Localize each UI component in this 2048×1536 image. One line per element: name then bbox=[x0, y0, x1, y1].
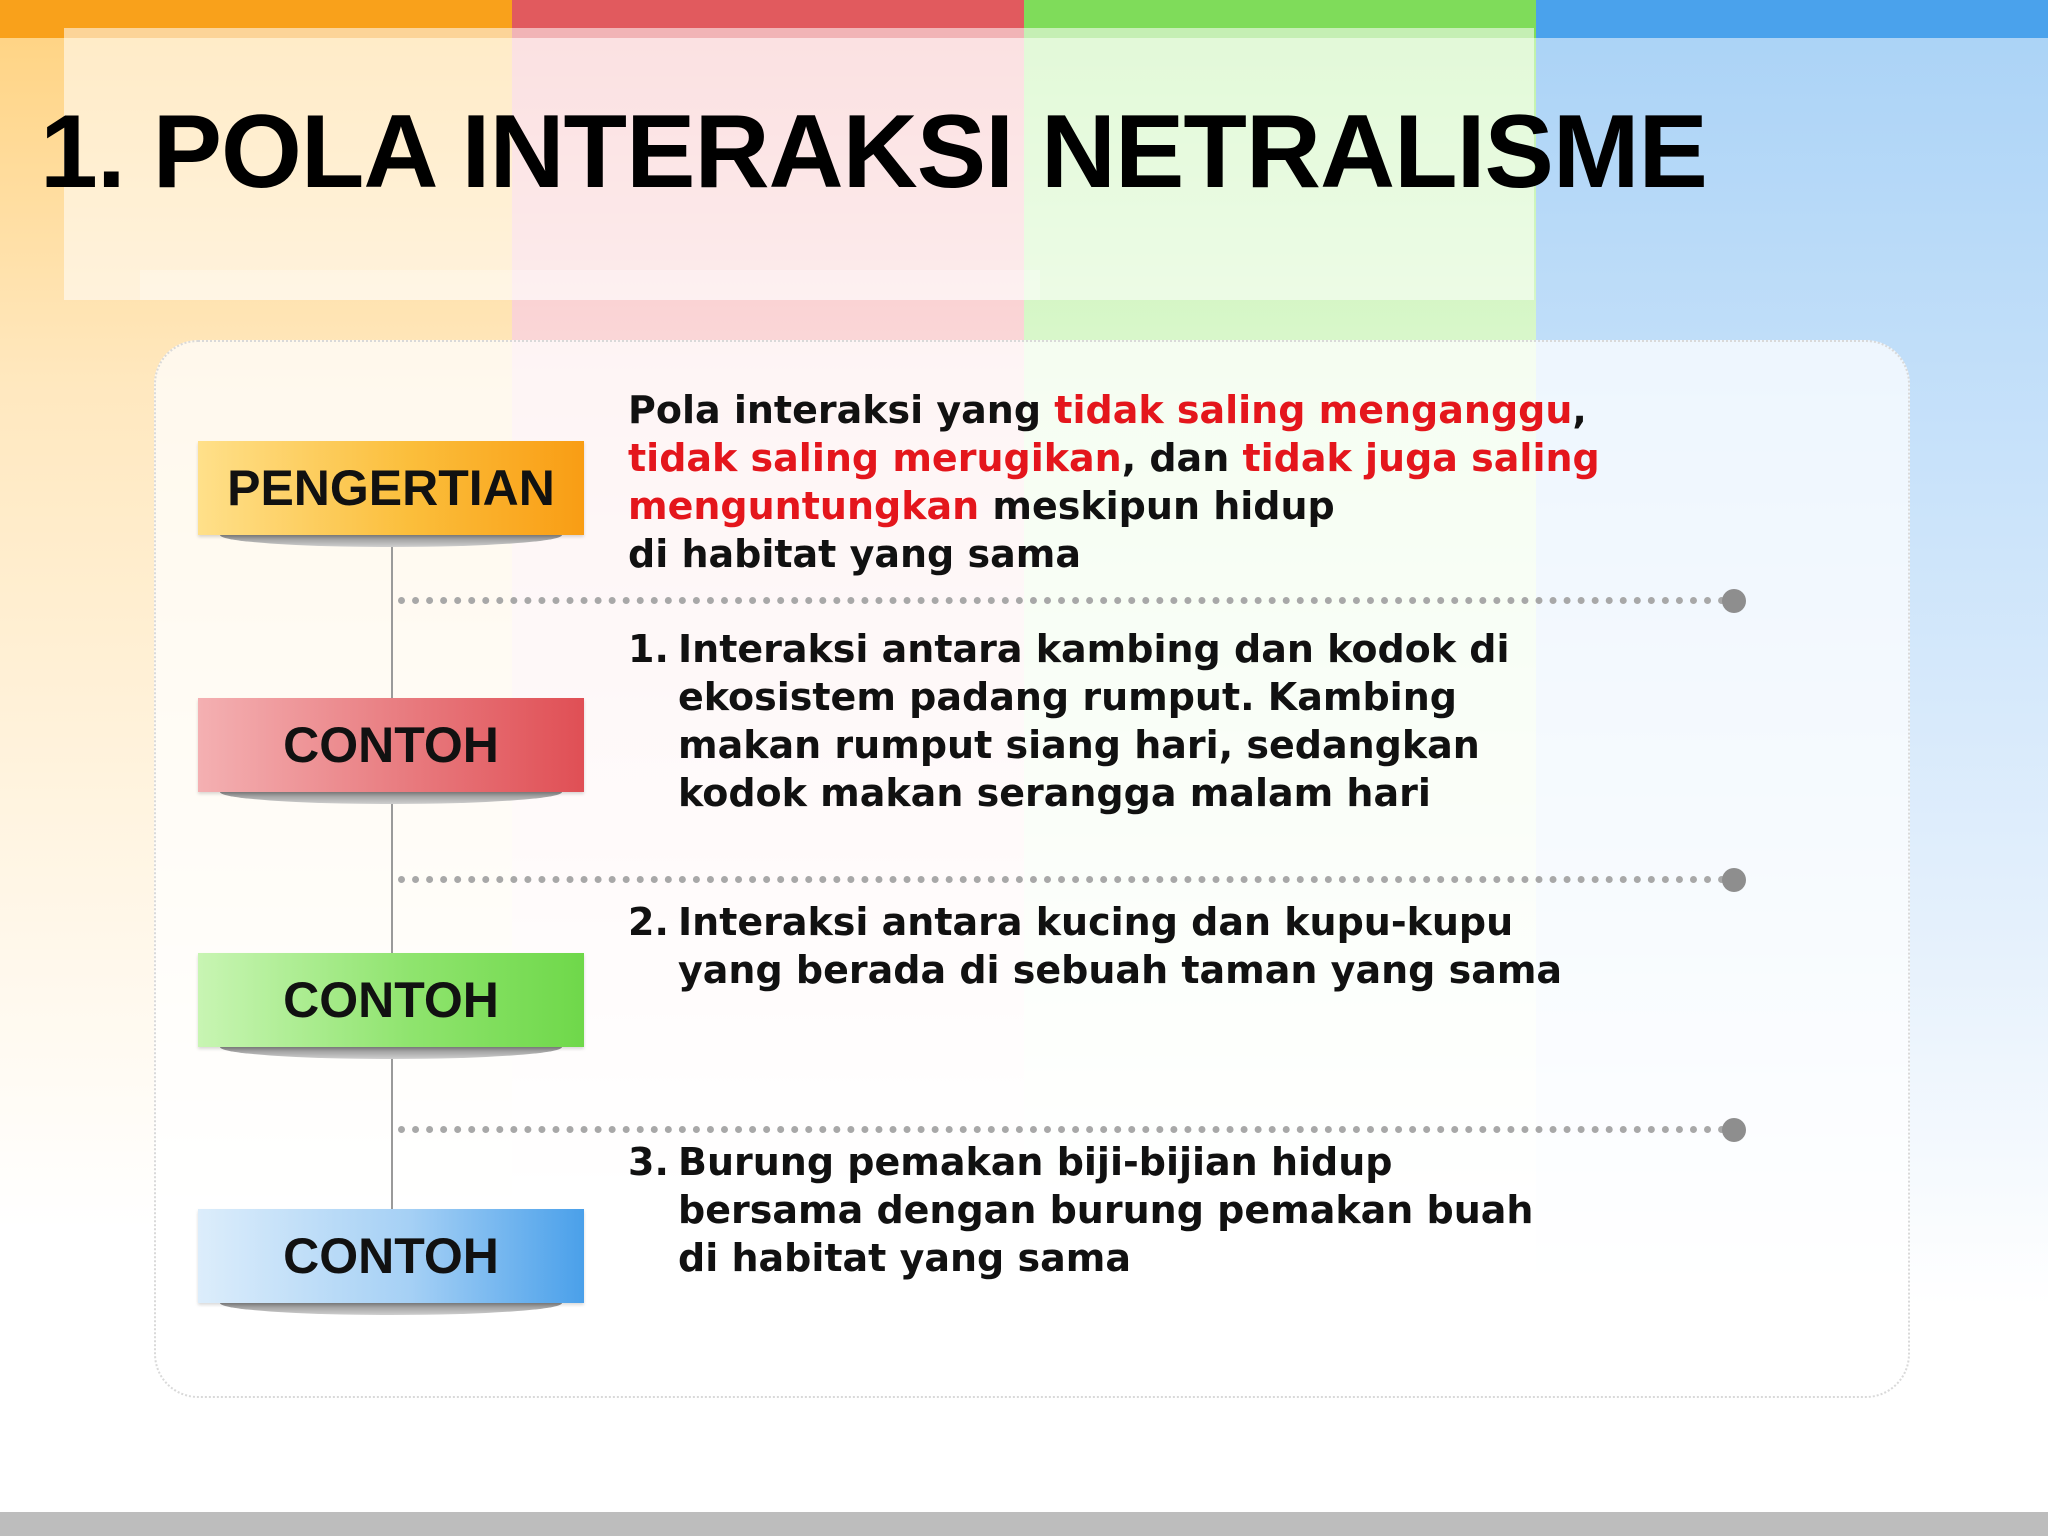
label-contoh-3: CONTOH bbox=[198, 1209, 584, 1303]
definition-highlight: tidak saling menganggu bbox=[1054, 388, 1573, 432]
example-text: Interaksi antara kambing dan kodok di ekosistem padang rumput. Kambing makan rumput siang hari, sedangkan kodok makan serangga malam hari bbox=[678, 627, 1510, 815]
example-number: 2. bbox=[628, 900, 669, 944]
bottom-bar bbox=[0, 1512, 2048, 1536]
example-text: Burung pemakan biji-bijian hidup bersama dengan burung pemakan buah di habitat yang sama bbox=[678, 1140, 1534, 1280]
definition-segment: meskipun hidup di habitat yang sama bbox=[628, 484, 1335, 576]
example-item-2 bbox=[628, 898, 1562, 994]
separator-endpoint bbox=[1722, 589, 1746, 613]
separator-line bbox=[398, 1126, 1726, 1133]
example-text: Interaksi antara kucing dan kupu-kupu yang berada di sebuah taman yang sama bbox=[678, 900, 1563, 992]
definition-segment: Pola interaksi yang bbox=[628, 388, 1055, 432]
example-item-1 bbox=[628, 625, 1510, 817]
separator-endpoint bbox=[1722, 1118, 1746, 1142]
separator-line bbox=[398, 876, 1726, 883]
top-bar-blue bbox=[1536, 0, 2048, 38]
title-panel-shade bbox=[140, 270, 1040, 300]
label-pengertian: PENGERTIAN bbox=[198, 441, 584, 535]
definition-text bbox=[628, 386, 1600, 578]
separator-endpoint bbox=[1722, 868, 1746, 892]
example-item-3 bbox=[628, 1138, 1533, 1282]
definition-segment: , dan bbox=[1121, 436, 1243, 480]
label-contoh-1: CONTOH bbox=[198, 698, 584, 792]
page-title: 1. POLA INTERAKSI NETRALISME bbox=[40, 94, 1707, 210]
definition-highlight: tidak juga saling menguntungkan bbox=[628, 436, 1600, 528]
label-contoh-2: CONTOH bbox=[198, 953, 584, 1047]
definition-segment: , bbox=[1572, 388, 1587, 432]
definition-highlight: tidak saling merugikan bbox=[628, 436, 1122, 480]
separator-line bbox=[398, 597, 1726, 604]
example-number: 1. bbox=[628, 627, 669, 671]
timeline-connector bbox=[391, 530, 393, 1230]
example-number: 3. bbox=[628, 1140, 669, 1184]
